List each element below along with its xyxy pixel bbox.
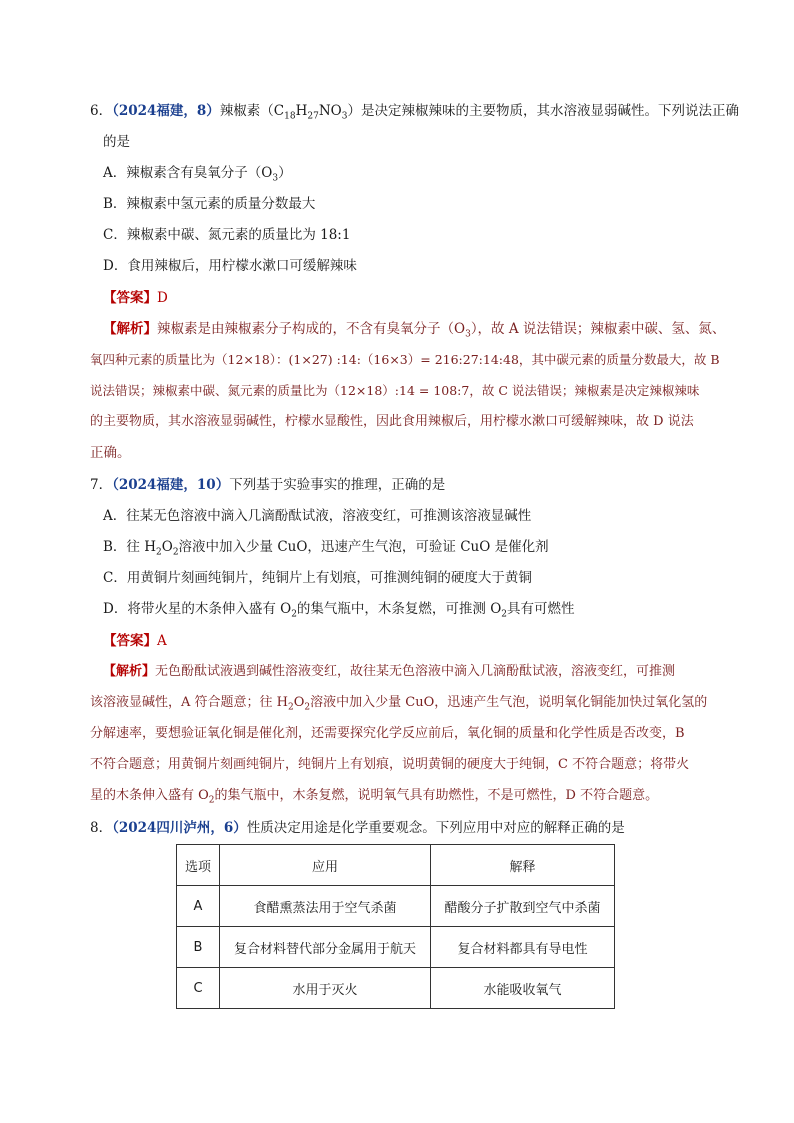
q7-exp2-c: 溶液中加入少量 CuO，迅速产生气泡，说明氧化铜能加快过氧化氢的 — [310, 695, 708, 710]
q6-exp1-b: ），故 A 说法错误；辣椒素中碳、氢、氮、 — [470, 321, 726, 337]
q7-exp2-sub2: 2 — [304, 702, 311, 713]
q7-explanation-line4: 不符合题意；用黄铜片刻画纯铜片，纯铜片上有划痕，说明黄铜的硬度大于纯铜，C 不符合题意；将带火 — [90, 757, 690, 772]
table-cell: B — [177, 927, 220, 968]
q6-sub1: 18 — [284, 111, 296, 122]
q6-sub2: 27 — [307, 111, 319, 122]
q6-explanation-line3: 说法错误；辣椒素中碳、氮元素的质量比为（12×18）:14 = 108:7，故 C 说法错误；辣椒素是决定辣椒辣味 — [90, 383, 700, 398]
q7-option-b-sub1: 2 — [156, 547, 162, 558]
q7-exp5-sub: 2 — [208, 795, 215, 806]
q7-exp2-a: 该溶液显碱性，A 符合题意；往 H — [90, 695, 288, 710]
q8-table — [176, 844, 615, 1009]
q8-stem — [90, 818, 625, 838]
table-cell: 醋酸分子扩散到空气中杀菌 — [431, 886, 615, 927]
q7-source: （2024福建，10） — [112, 477, 230, 493]
q6-explanation-line2: 氧四种元素的质量比为（12×18）：(1×27) :14:（16×3）= 216:27:14:48，其中碳元素的质量分数最大，故 B — [90, 352, 720, 367]
q6-option-a-end: ） — [278, 165, 292, 181]
q7-explanation-line3: 分解速率，要想验证氧化铜是催化剂，还需要探究化学反应前后，氧化铜的质量和化学性质是否改变，B — [90, 726, 685, 741]
table-cell: 复合材料都具有导电性 — [431, 927, 615, 968]
q6-explanation-line5: 正确。 — [90, 445, 131, 461]
q6-explanation-line4: 的主要物质，其水溶液显弱碱性，柠檬水显酸性，因此食用辣椒后，用柠檬水漱口可缓解辣味，故 D 说法 — [90, 414, 694, 429]
q7-stem — [90, 475, 445, 495]
q7-exp5-b: 的集气瓶中，木条复燃，说明氧气具有助燃性，不是可燃性，D 不符合题意。 — [214, 788, 659, 803]
q7-option-b-a: B．往 H — [103, 539, 156, 555]
table-row — [177, 886, 615, 927]
table-header-explanation: 解释 — [431, 845, 615, 886]
q7-exp2-sub1: 2 — [288, 702, 294, 713]
table-cell: C — [177, 968, 220, 1009]
q7-option-b — [103, 537, 549, 557]
q7-explanation-line1 — [103, 662, 675, 682]
table-row — [177, 927, 615, 968]
q7-exp5-a: 星的木条伸入盛有 O — [90, 788, 209, 803]
q7-exp1: 无色酚酞试液遇到碱性溶液变红，故往某无色溶液中滴入几滴酚酞试液，溶液变红，可推测 — [155, 664, 676, 679]
table-cell: 食醋熏蒸法用于空气杀菌 — [220, 886, 431, 927]
q6-answer-tag: 【答案】 — [103, 290, 157, 306]
q6-option-c: C．辣椒素中碳、氮元素的质量比为 18:1 — [103, 227, 351, 243]
q6-number: 6． — [90, 103, 113, 119]
q7-explanation-line2 — [90, 693, 707, 713]
q7-option-d-b: 的集气瓶中，木条复燃，可推测 O — [296, 601, 502, 617]
q7-option-d-sub1: 2 — [291, 609, 297, 620]
table-header-option: 选项 — [177, 845, 220, 886]
q6-stem-a: 辣椒素（C — [219, 103, 285, 119]
q6-option-a-sub: 3 — [272, 173, 279, 184]
q7-option-b-c: 溶液中加入少量 CuO，迅速产生气泡，可验证 CuO 是催化剂 — [178, 539, 549, 555]
q7-option-b-sub2: 2 — [172, 547, 179, 558]
table-cell: A — [177, 886, 220, 927]
q6-stem-d: ）是决定辣椒辣味的主要物质，其水溶液显弱碱性。下列说法正确 — [347, 103, 739, 119]
q6-stem-c: NO — [318, 103, 342, 119]
q7-answer — [103, 631, 167, 651]
q6-exp1-sub: 3 — [465, 329, 471, 340]
q7-option-d-a: D．将带火星的木条伸入盛有 O — [103, 601, 292, 617]
q7-option-b-b: O — [161, 539, 173, 555]
q7-option-d-c: 具有可燃性 — [507, 601, 575, 617]
q6-option-a — [103, 163, 292, 183]
q7-exp2-b: O — [293, 695, 305, 710]
q7-number: 7． — [90, 477, 113, 493]
table-cell: 水用于灭火 — [220, 968, 431, 1009]
q6-stem — [90, 101, 739, 121]
q6-option-d: D．食用辣椒后，用柠檬水漱口可缓解辣味 — [103, 258, 357, 274]
q6-stem-b: H — [295, 103, 308, 119]
q6-option-a-text: A．辣椒素含有臭氧分子（O — [103, 165, 273, 181]
q7-answer-value: A — [157, 633, 167, 649]
q6-sub3: 3 — [341, 111, 348, 122]
table-header-row — [177, 845, 615, 886]
q6-exp1-a: 辣椒素是由辣椒素分子构成的，不含有臭氧分子（O — [157, 321, 466, 337]
q8-stem-text: 性质决定用途是化学重要观念。下列应用中对应的解释正确的是 — [246, 820, 625, 836]
q8-number: 8． — [90, 820, 113, 836]
q6-answer-value: D — [157, 290, 168, 306]
table-header-application: 应用 — [220, 845, 431, 886]
q7-option-d-sub2: 2 — [501, 609, 508, 620]
q6-option-b: B．辣椒素中氢元素的质量分数最大 — [103, 196, 316, 212]
q7-stem-text: 下列基于实验事实的推理，正确的是 — [229, 477, 446, 493]
q7-option-c: C．用黄铜片刻画纯铜片，纯铜片上有划痕，可推测纯铜的硬度大于黄铜 — [103, 570, 532, 586]
q6-explanation-tag: 【解析】 — [103, 321, 157, 337]
q7-explanation-tag: 【解析】 — [103, 664, 156, 679]
q7-option-d — [103, 599, 575, 619]
q7-explanation-line5 — [90, 786, 658, 806]
q7-answer-tag: 【答案】 — [103, 633, 157, 649]
q7-option-a: A．往某无色溶液中滴入几滴酚酞试液，溶液变红，可推测该溶液显碱性 — [103, 508, 532, 524]
q6-stem-line2: 的是 — [103, 134, 130, 150]
q6-answer — [103, 288, 168, 308]
table-cell: 水能吸收氧气 — [431, 968, 615, 1009]
q6-source: （2024福建，8） — [112, 103, 220, 119]
table-row — [177, 968, 615, 1009]
q8-source: （2024四川泸州，6） — [112, 820, 247, 836]
q6-explanation-line1 — [103, 319, 725, 339]
table-cell: 复合材料替代部分金属用于航天 — [220, 927, 431, 968]
